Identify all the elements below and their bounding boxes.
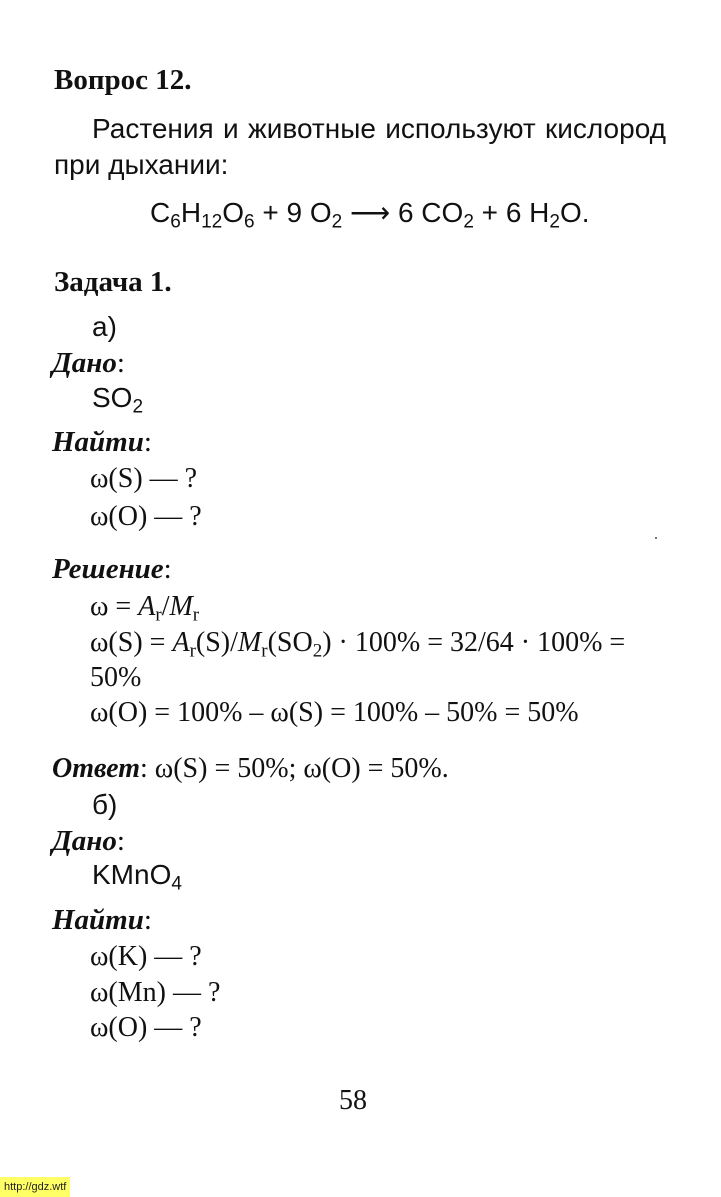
- part-b-find-item: ω(O) — ?: [90, 1012, 202, 1043]
- page-number: 58: [339, 1085, 367, 1116]
- part-b-label: б): [92, 789, 118, 820]
- part-b-find-item: ω(K) — ?: [90, 941, 202, 972]
- part-a-given-formula: $SO_2$: [92, 382, 144, 418]
- part-a-given-heading: Дано:: [52, 347, 125, 379]
- part-a-find-heading: Найти:: [52, 426, 152, 458]
- given-label: Дано: [52, 347, 117, 379]
- solution-line: 50%: [90, 662, 142, 693]
- question-heading: Вопрос 12.: [54, 64, 192, 96]
- solution-line: $\omega(S) = A_r(S)/M_r(SO_2) \cdot 100\% = 32/64 \cdot 100\%$ =: [90, 627, 626, 662]
- part-a-find-item: ω(O) — ?: [90, 501, 202, 532]
- part-b-find-item: ω(Mn) — ?: [90, 977, 221, 1008]
- find-label: Найти: [52, 904, 144, 936]
- part-a-find-item: ω(S) — ?: [90, 463, 198, 494]
- solution-label: Решение: [52, 553, 164, 585]
- part-a-answer: Ответ: ω(S) = 50%; ω(O) = 50%.: [52, 753, 449, 784]
- find-label: Найти: [52, 426, 144, 458]
- scan-speck: [655, 537, 657, 539]
- reaction-equation: $C_6H_{12}O_6 + 9$ $O_2$ ⟶ 6 $CO_2 + 6$ $H_2O$.: [150, 197, 590, 233]
- watermark-link[interactable]: http://gdz.wtf: [0, 1177, 70, 1197]
- answer-label: Ответ: [52, 753, 141, 784]
- given-label: Дано: [52, 825, 117, 857]
- part-b-find-heading: Найти:: [52, 904, 152, 936]
- answer-text: ω(S) = 50%; ω(O) = 50%.: [154, 753, 449, 784]
- question-text-line2: при дыхании:: [54, 149, 229, 180]
- part-b-given-heading: Дано:: [52, 825, 125, 857]
- solution-line: ω(O) = 100% – ω(S) = 100% – 50% = 50%: [90, 697, 579, 728]
- question-text-line1: Растения и животные используют кислород: [92, 113, 666, 144]
- part-b-given-formula: KMnO$_4$: [92, 859, 182, 895]
- part-a-solution-heading: Решение:: [52, 553, 172, 585]
- part-a-label: а): [92, 311, 117, 342]
- task-heading: Задача 1.: [54, 266, 172, 298]
- solution-line: $\omega = A_r/M_r$: [90, 591, 200, 626]
